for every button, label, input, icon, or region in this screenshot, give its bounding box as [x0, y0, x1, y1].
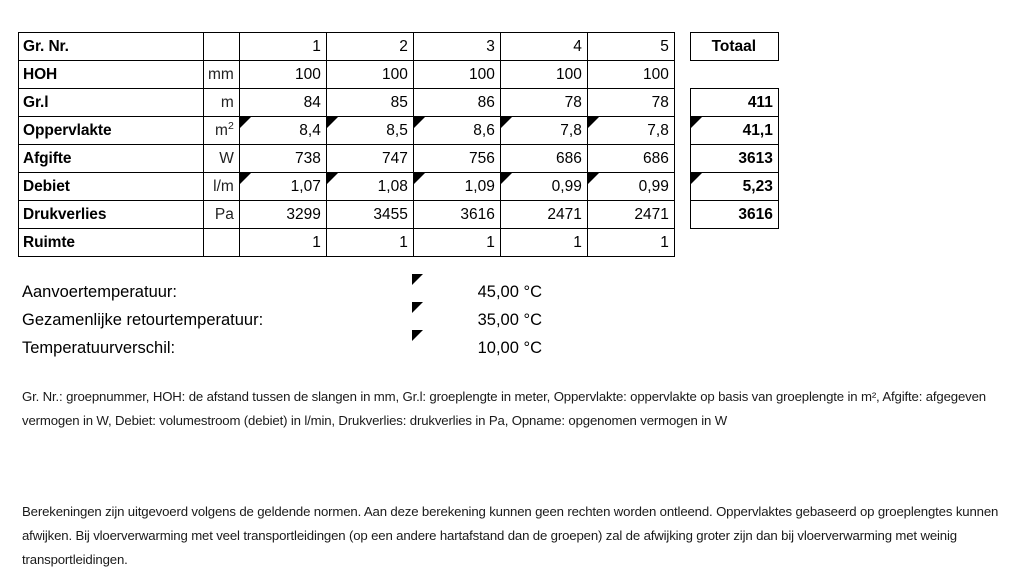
- cell-oppervlakte-g1: 8,4: [239, 117, 326, 145]
- cell-ruimte-g3: 1: [413, 229, 500, 257]
- total-empty-ruimte: [690, 229, 778, 257]
- cell-gr-nr-g5: 5: [587, 33, 674, 61]
- row-unit-oppervlakte: $m^2$: [204, 117, 240, 145]
- cell-debiet-g2: 1,08: [326, 173, 413, 201]
- row-label-ruimte: Ruimte: [19, 229, 204, 257]
- total-column-header: Totaal: [690, 33, 778, 61]
- table-row: [19, 117, 779, 145]
- row-label-drukverlies: Drukverlies: [19, 201, 204, 229]
- cell-hoh-g3: 100: [413, 61, 500, 89]
- total-empty-hoh: [690, 61, 778, 89]
- table-row: [19, 33, 779, 61]
- aanvoertemperatuur-value: 45,00 °C: [477, 283, 542, 301]
- cell-gr-nr-g1: 1: [239, 33, 326, 61]
- cell-afgifte-g5: 686: [587, 145, 674, 173]
- row-label-debiet: Debiet: [19, 173, 204, 201]
- table-row: [19, 145, 779, 173]
- total-afgifte: 3613: [690, 145, 778, 173]
- total-debiet: 5,23: [690, 173, 778, 201]
- temperatuurverschil-label: Temperatuurverschil:: [22, 339, 176, 357]
- row-unit-hoh: mm: [204, 61, 240, 89]
- row-unit-afgifte: W: [204, 145, 240, 173]
- cell-gr-l-g3: 86: [413, 89, 500, 117]
- cell-drukverlies-g2: 3455: [326, 201, 413, 229]
- cell-drukverlies-g5: 2471: [587, 201, 674, 229]
- cell-ruimte-g2: 1: [326, 229, 413, 257]
- cell-debiet-g1: 1,07: [239, 173, 326, 201]
- cell-oppervlakte-g5: 7,8: [587, 117, 674, 145]
- row-unit-debiet: l/m: [204, 173, 240, 201]
- cell-afgifte-g2: 747: [326, 145, 413, 173]
- cell-gr-l-g4: 78: [500, 89, 587, 117]
- row-label-afgifte: Afgifte: [19, 145, 204, 173]
- row-unit-gr-l: m: [204, 89, 240, 117]
- legend-note: Gr. Nr.: groepnummer, HOH: de afstand tussen de slangen in mm, Gr.l: groeplengte in meter, Oppervlakte: oppervlakte op basis van groeplengte in m², Afgifte: afgegeven vermogen in W, Debiet: volumestroom (debiet) in l/min, Drukverlies: drukverlies in Pa, Opname: opgenomen vermogen in W: [22, 389, 986, 428]
- row-label-hoh: HOH: [19, 61, 204, 89]
- cell-debiet-g3: 1,09: [413, 173, 500, 201]
- row-label-gr-l: Gr.l: [19, 89, 204, 117]
- table-row: [19, 61, 779, 89]
- row-label-gr-nr: Gr. Nr.: [19, 33, 204, 61]
- spacer-cell: [674, 117, 690, 145]
- total-oppervlakte: 41,1: [690, 117, 778, 145]
- cell-afgifte-g4: 686: [500, 145, 587, 173]
- spacer-cell: [674, 89, 690, 117]
- cell-ruimte-g1: 1: [239, 229, 326, 257]
- cell-gr-nr-g4: 4: [500, 33, 587, 61]
- table-row: [19, 89, 779, 117]
- cell-oppervlakte-g2: 8,5: [326, 117, 413, 145]
- cell-drukverlies-g4: 2471: [500, 201, 587, 229]
- spacer-cell: [674, 229, 690, 257]
- cell-afgifte-g3: 756: [413, 145, 500, 173]
- temperature-row-aanvoer: [22, 278, 582, 306]
- retourtemperatuur-value: 35,00 °C: [477, 311, 542, 329]
- cell-debiet-g4: 0,99: [500, 173, 587, 201]
- row-unit-gr-nr: [204, 33, 240, 61]
- total-drukverlies: 3616: [690, 201, 778, 229]
- aanvoertemperatuur-label: Aanvoertemperatuur:: [22, 283, 178, 301]
- table-row: [19, 173, 779, 201]
- spacer-cell: [674, 173, 690, 201]
- spacer-cell: [674, 145, 690, 173]
- cell-hoh-g2: 100: [326, 61, 413, 89]
- cell-drukverlies-g1: 3299: [239, 201, 326, 229]
- cell-gr-l-g1: 84: [239, 89, 326, 117]
- cell-gr-l-g2: 85: [326, 89, 413, 117]
- temperature-row-verschil: [22, 334, 582, 362]
- spacer-cell: [674, 201, 690, 229]
- cell-gr-l-g5: 78: [587, 89, 674, 117]
- temperature-summary: [22, 278, 582, 362]
- cell-ruimte-g4: 1: [500, 229, 587, 257]
- temperatuurverschil-value: 10,00 °C: [477, 339, 542, 357]
- comment-marker-icon: [412, 302, 423, 313]
- comment-marker-icon: [412, 330, 423, 341]
- spacer-cell: [674, 33, 690, 61]
- temperature-row-retour: [22, 306, 582, 334]
- cell-gr-nr-g2: 2: [326, 33, 413, 61]
- table-row: [19, 229, 779, 257]
- spacer-cell: [674, 61, 690, 89]
- cell-oppervlakte-g3: 8,6: [413, 117, 500, 145]
- cell-oppervlakte-g4: 7,8: [500, 117, 587, 145]
- table-row: [19, 201, 779, 229]
- row-unit-ruimte: [204, 229, 240, 257]
- cell-gr-nr-g3: 3: [413, 33, 500, 61]
- cell-ruimte-g5: 1: [587, 229, 674, 257]
- cell-hoh-g4: 100: [500, 61, 587, 89]
- row-label-oppervlakte: Oppervlakte: [19, 117, 204, 145]
- comment-marker-icon: [412, 274, 423, 285]
- cell-hoh-g5: 100: [587, 61, 674, 89]
- cell-debiet-g5: 0,99: [587, 173, 674, 201]
- total-gr-l: 411: [690, 89, 778, 117]
- cell-hoh-g1: 100: [239, 61, 326, 89]
- calculation-table: [18, 32, 779, 257]
- cell-afgifte-g1: 738: [239, 145, 326, 173]
- row-unit-drukverlies: Pa: [204, 201, 240, 229]
- retourtemperatuur-label: Gezamenlijke retourtemperatuur:: [22, 311, 264, 329]
- disclaimer-note: Berekeningen zijn uitgevoerd volgens de geldende normen. Aan deze berekening kunnen geen rechten worden ontleend. Oppervlaktes gebaseerd op groeplengtes kunnen afwijken. Bij vloerverwarming met veel transportleidingen (op een andere hartafstand dan de groepen) zal de afwijking groter zijn dan bij vloerverwarming met weinig transportleidingen.: [22, 504, 999, 567]
- cell-drukverlies-g3: 3616: [413, 201, 500, 229]
